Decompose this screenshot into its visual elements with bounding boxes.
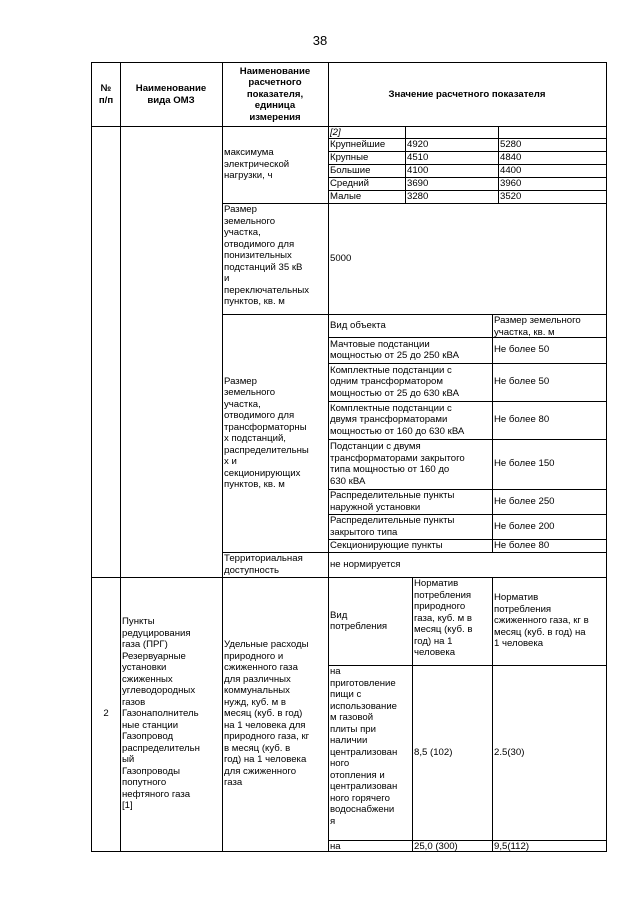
gas-row-natural: 8,5 (102): [414, 746, 453, 758]
load-row-value1: 3690: [407, 178, 429, 189]
header-value: Значение расчетного показателя: [388, 88, 546, 100]
load-row-name: Средний: [330, 178, 370, 189]
load-row-value1: 4100: [407, 165, 429, 176]
load-row-value1: 4920: [407, 139, 429, 150]
value-access: не нормируется: [330, 558, 401, 570]
substation-row-value: Не более 80: [494, 414, 550, 426]
value-land-35kv: 5000: [330, 252, 352, 264]
substation-row-value: Не более 50: [494, 344, 550, 356]
load-table-ref: [2]: [330, 127, 341, 138]
substation-row-value: Не более 50: [494, 376, 550, 388]
substation-row-name: Секционирующие пункты: [330, 539, 443, 551]
load-row-name: Большие: [330, 165, 371, 176]
omz-type: Пункты редуцирования газа (ПРГ) Резервуарные установки сжиженных углеводородных газов Газонаполнитель ные станции Газопровод распределительн ый Газопроводы попутного нефтяного газа [1]: [122, 616, 200, 812]
page-number: 38: [312, 33, 328, 48]
load-row-value1: 4510: [407, 152, 429, 163]
substation-row-name: Комплектные подстанции с одним трансформатором мощностью от 25 до 630 кВА: [330, 364, 459, 399]
load-row-value1: 3280: [407, 191, 429, 202]
load-row-name: Крупнейшие: [330, 139, 386, 150]
indicator-land-tp: Размер земельного участка, отводимого для трансформаторны х подстанций, распределительны х и секционирующих пунктов, кв. м: [224, 375, 309, 490]
gas-row-type: на: [330, 841, 341, 851]
substation-row-name: Мачтовые подстанции мощностью от 25 до 250 кВА: [330, 338, 459, 361]
substation-head-object: Вид объекта: [330, 319, 386, 331]
header-omz-type: Наименование вида ОМЗ: [135, 83, 207, 106]
load-row-value2: 3520: [500, 191, 522, 202]
indicator-load-hours: максимума электрической нагрузки, ч: [224, 147, 290, 182]
gas-row-type: на приготовление пищи с использование м газовой плиты при наличии централизован ного отопления и централизован ного горячего водоснабжени я: [330, 666, 398, 827]
load-row-value2: 4400: [500, 165, 522, 176]
load-row-value2: 5280: [500, 139, 522, 150]
header-number: № п/п: [98, 83, 114, 106]
norms-table: [91, 62, 607, 852]
substation-row-value: Не более 150: [494, 458, 555, 470]
substation-row-value: Не более 80: [494, 539, 550, 551]
gas-head-type: Вид потребления: [330, 609, 388, 632]
header-indicator: Наименование расчетного показателя, единица измерения: [239, 65, 311, 123]
gas-head-lpg: Норматив потребления сжиженного газа, кг в месяц (куб. в год) на 1 человека: [494, 592, 589, 650]
substation-row-value: Не более 250: [494, 495, 555, 507]
indicator-land-35kv: Размер земельного участка, отводимого для понизительных подстанций 35 кВ и переключательных пунктов, кв. м: [224, 204, 310, 307]
load-row-name: Крупные: [330, 152, 369, 163]
substation-row-name: Подстанции с двумя трансформаторами закрытого типа мощностью от 160 до 630 кВА: [330, 441, 465, 487]
load-row-value2: 3960: [500, 178, 522, 189]
gas-row-natural: 25,0 (300): [414, 841, 458, 851]
load-row-value2: 4840: [500, 152, 522, 163]
row-number: 2: [103, 708, 109, 720]
substation-row-value: Не более 200: [494, 520, 555, 532]
gas-head-natural: Норматив потребления природного газа, куб. м в месяц (куб. в год) на 1 человека: [414, 578, 473, 658]
substation-row-name: Распределительные пункты наружной установки: [330, 490, 455, 513]
gas-row-lpg: 9,5(112): [494, 841, 530, 851]
indicator-access: Территориальная доступность: [224, 553, 303, 576]
substation-row-name: Распределительные пункты закрытого типа: [330, 515, 455, 538]
substation-head-size: Размер земельного участка, кв. м: [494, 315, 581, 337]
substation-row-name: Комплектные подстанции с двумя трансформаторами мощностью от 160 до 630 кВА: [330, 402, 465, 437]
load-row-name: Малые: [330, 191, 362, 202]
gas-row-lpg: 2.5(30): [494, 746, 525, 758]
indicator-gas-consumption: Удельные расходы природного и сжиженного газа для различных коммунальных нужд, куб. м в месяц (куб. в год) на 1 человека для природного газа, кг в месяц (куб. в год) на 1 человека для сжиженного газа: [224, 639, 310, 789]
